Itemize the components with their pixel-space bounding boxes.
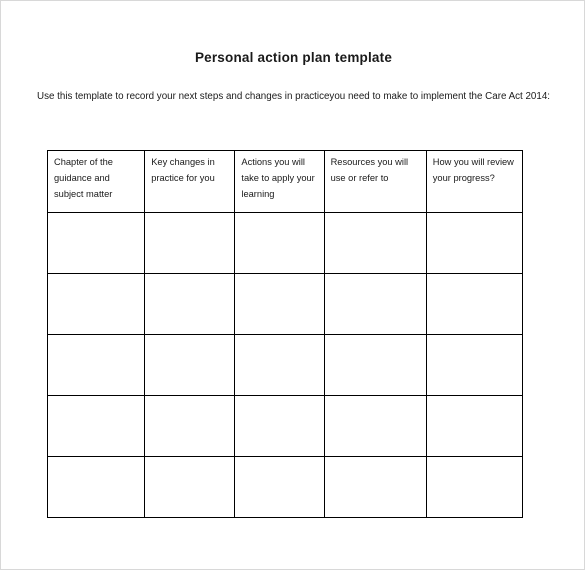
table-cell[interactable] — [145, 335, 235, 396]
header-review — [426, 151, 522, 213]
table-row — [48, 213, 523, 274]
table-cell[interactable] — [48, 335, 145, 396]
table-row — [48, 396, 523, 457]
table-cell[interactable] — [48, 396, 145, 457]
table-cell[interactable] — [426, 274, 522, 335]
page-title: Personal action plan template — [194, 50, 393, 65]
header-label: Key changes in practice for you — [151, 157, 215, 183]
table-cell[interactable] — [145, 213, 235, 274]
table-row — [48, 457, 523, 518]
table-cell[interactable] — [324, 457, 426, 518]
header-label: Resources you will use or refer to — [330, 157, 409, 183]
header-label: How you will review your progress? — [432, 157, 514, 183]
table-row — [48, 274, 523, 335]
table-cell[interactable] — [235, 457, 324, 518]
table-cell[interactable] — [48, 274, 145, 335]
table-cell[interactable] — [145, 457, 235, 518]
table-cell[interactable] — [324, 335, 426, 396]
header-label: Chapter of the guidance and subject matter — [54, 157, 113, 199]
action-plan-table — [47, 150, 523, 518]
header-chapter — [48, 151, 145, 213]
intro-text: Use this template to record your next steps and changes in practiceyou need to make to implement the Care Act 2014: — [37, 91, 550, 102]
table-cell[interactable] — [235, 213, 324, 274]
table-cell[interactable] — [426, 335, 522, 396]
table-cell[interactable] — [145, 274, 235, 335]
header-resources — [324, 151, 426, 213]
table-row — [48, 335, 523, 396]
table-cell[interactable] — [426, 213, 522, 274]
header-actions — [235, 151, 324, 213]
table-cell[interactable] — [235, 274, 324, 335]
table-cell[interactable] — [235, 396, 324, 457]
header-label: Actions you will take to apply your learning — [241, 157, 315, 199]
table-header-row — [48, 151, 523, 213]
table-cell[interactable] — [324, 396, 426, 457]
table-cell[interactable] — [235, 335, 324, 396]
table-cell[interactable] — [324, 213, 426, 274]
table-cell[interactable] — [48, 213, 145, 274]
table-cell[interactable] — [324, 274, 426, 335]
table-cell[interactable] — [426, 457, 522, 518]
header-key-changes — [145, 151, 235, 213]
table-cell[interactable] — [48, 457, 145, 518]
table-cell[interactable] — [145, 396, 235, 457]
table-cell[interactable] — [426, 396, 522, 457]
